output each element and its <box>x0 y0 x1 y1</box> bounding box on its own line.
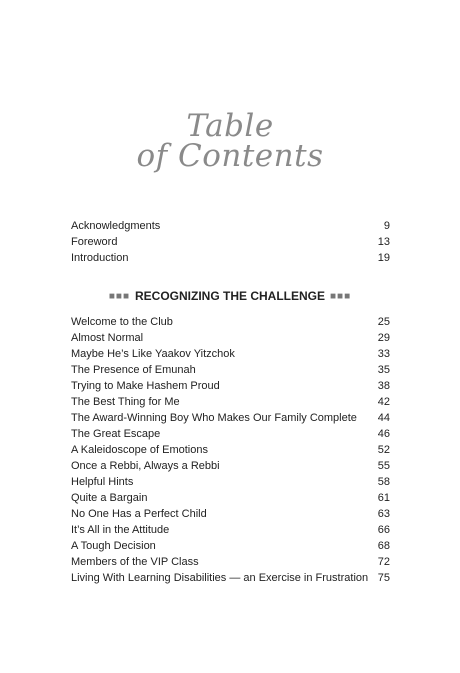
toc-entry-title: Trying to Make Hashem Proud <box>71 380 220 392</box>
toc-entry-page: 33 <box>377 348 390 360</box>
toc-entry-page: 13 <box>377 236 390 248</box>
toc-entry-page: 55 <box>377 460 390 472</box>
toc-entry <box>71 538 390 554</box>
toc-entry-title: A Tough Decision <box>71 540 156 552</box>
toc-entry-title: Once a Rebbi, Always a Rebbi <box>71 460 220 472</box>
toc-entry-page: 44 <box>377 412 390 424</box>
toc-entry-page: 35 <box>377 364 390 376</box>
toc-entry-title: Maybe He’s Like Yaakov Yitzchok <box>71 348 235 360</box>
toc-entry-page: 38 <box>377 380 390 392</box>
toc-entry-page: 46 <box>377 428 390 440</box>
toc-entry <box>71 570 390 586</box>
toc-entry <box>71 490 390 506</box>
toc-entry-page: 25 <box>377 316 390 328</box>
toc-entry-title: No One Has a Perfect Child <box>71 508 207 520</box>
toc-entry <box>71 506 390 522</box>
section-heading <box>0 286 460 306</box>
toc-entry <box>71 346 390 362</box>
toc-entry-title: Welcome to the Club <box>71 316 173 328</box>
toc-entry-title: The Presence of Emunah <box>71 364 196 376</box>
toc-entry-page: 52 <box>377 444 390 456</box>
toc-entry-title: Almost Normal <box>71 332 144 344</box>
toc-entry-page: 9 <box>383 220 390 232</box>
toc-entry <box>71 218 390 234</box>
toc-entry-title: A Kaleidoscope of Emotions <box>71 444 208 456</box>
toc-entry-title: Quite a Bargain <box>71 492 148 504</box>
toc-entry-page: 66 <box>377 524 390 536</box>
toc-entry <box>71 250 390 266</box>
toc-entry-title: Acknowledgments <box>71 220 161 232</box>
toc-entry-title: Helpful Hints <box>71 476 134 488</box>
toc-entry-page: 29 <box>377 332 390 344</box>
toc-entry <box>71 410 390 426</box>
toc-entry-page: 19 <box>377 252 390 264</box>
toc-entry-title: Foreword <box>71 236 118 248</box>
toc-entry-title: Introduction <box>71 252 129 264</box>
page-title-line2: of Contents <box>136 138 324 174</box>
toc-entry <box>71 474 390 490</box>
section-ornament-right: ■■■ <box>330 290 352 302</box>
toc-entry-title: It’s All in the Attitude <box>71 524 170 536</box>
section-ornament-left: ■■■ <box>108 290 130 302</box>
toc-entry-title: The Award-Winning Boy Who Makes Our Family Complete <box>71 412 357 424</box>
toc-entry-page: 42 <box>377 396 390 408</box>
toc-entry <box>71 378 390 394</box>
toc-entry-page: 63 <box>377 508 390 520</box>
toc-entry <box>71 330 390 346</box>
toc-entry <box>71 426 390 442</box>
toc-entry-page: 72 <box>377 556 390 568</box>
toc-entry-title: The Best Thing for Me <box>71 396 180 408</box>
toc-entry <box>71 522 390 538</box>
toc-entry <box>71 458 390 474</box>
toc-entry <box>71 442 390 458</box>
toc-entry-title: Members of the VIP Class <box>71 556 199 568</box>
toc-entry-title: Living With Learning Disabilities — an Exercise in Frustration <box>71 572 369 584</box>
toc-entry <box>71 234 390 250</box>
toc-entry-page: 75 <box>377 572 390 584</box>
toc-entry <box>71 362 390 378</box>
page-title-line1: Table <box>186 108 274 144</box>
section-title: RECOGNIZING THE CHALLENGE <box>134 289 325 303</box>
toc-entry-title: The Great Escape <box>71 428 161 440</box>
toc-entry-page: 61 <box>377 492 390 504</box>
toc-entry-page: 68 <box>377 540 390 552</box>
toc-entry-page: 58 <box>377 476 390 488</box>
toc-entry <box>71 394 390 410</box>
toc-entry <box>71 554 390 570</box>
toc-entry <box>71 314 390 330</box>
